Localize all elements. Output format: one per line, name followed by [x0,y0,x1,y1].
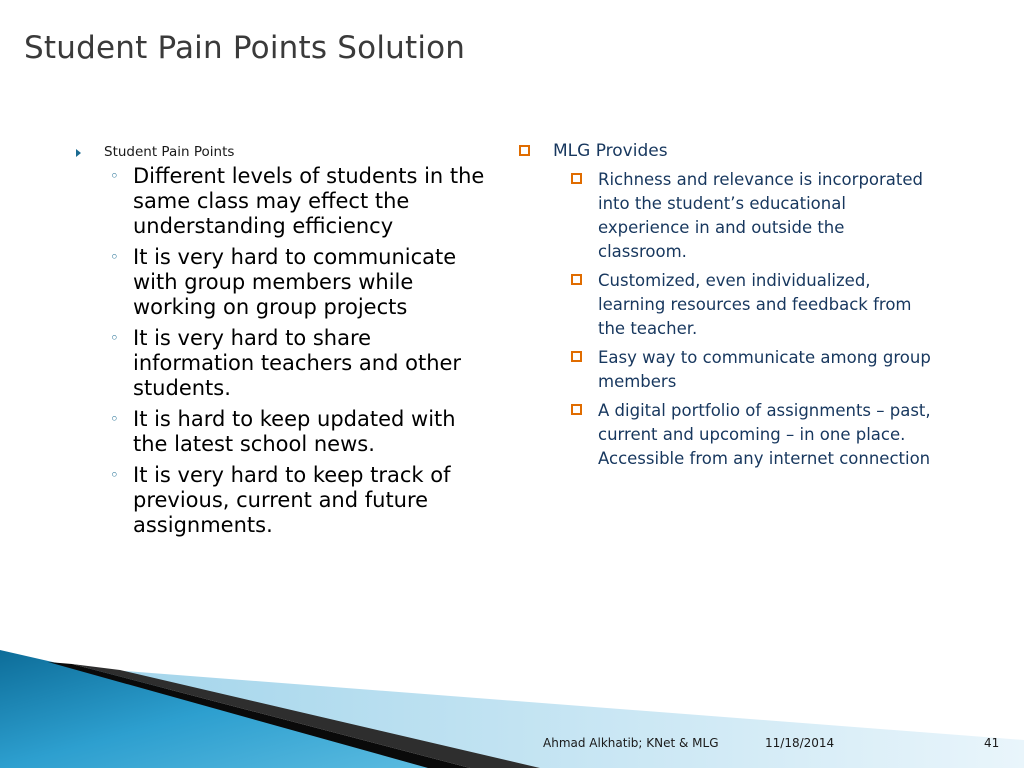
list-item [72,326,491,401]
footer-author: Ahmad Alkhatib; KNet & MLG [543,736,719,750]
solution-text: Customized, even individualized, learning resources and feedback from the teacher. [598,271,912,338]
arrow-bullet-icon [76,149,81,157]
list-item [515,269,938,341]
pain-point-text: Different levels of students in the same class may effect the understanding efficiency [133,164,485,238]
pain-point-text: It is very hard to keep track of previous, current and future assignments. [133,463,451,537]
circle-bullet-icon: ◦ [110,329,119,347]
square-bullet-icon [571,173,582,184]
circle-bullet-icon: ◦ [110,410,119,428]
slide-title: Student Pain Points Solution [24,30,466,66]
decorative-swoosh [0,630,1024,768]
pain-point-text: It is very hard to share information teachers and other students. [133,326,462,400]
solution-text: Easy way to communicate among group members [598,348,931,391]
pain-point-text: It is hard to keep updated with the latest school news. [133,407,456,456]
circle-bullet-icon: ◦ [110,167,119,185]
list-item [72,245,491,320]
square-bullet-icon [571,274,582,285]
list-item [72,164,491,239]
solutions-heading-item [515,140,945,162]
list-item [72,407,491,457]
list-item [515,399,938,471]
pain-points-column [72,142,502,544]
square-bullet-icon [571,351,582,362]
page-number: 41 [984,736,1000,750]
circle-bullet-icon: ◦ [110,466,119,484]
list-item [72,463,491,538]
square-bullet-icon [571,404,582,415]
solutions-column [515,140,945,476]
pain-points-heading: Student Pain Points [104,144,235,160]
footer-date: 11/18/2014 [765,736,835,750]
pain-point-text: It is very hard to communicate with group members while working on group projects [133,245,457,319]
circle-bullet-icon: ◦ [110,248,119,266]
pain-points-list [72,164,502,538]
solutions-heading: MLG Provides [553,141,668,161]
list-item [515,346,938,394]
pain-points-heading-item [72,142,502,162]
square-bullet-icon [519,145,530,156]
solution-text: A digital portfolio of assignments – past, current and upcoming – in one place. Accessible from any internet connection [598,401,931,468]
list-item [515,168,938,264]
solution-text: Richness and relevance is incorporated into the student’s educational experience in and outside the classroom. [598,170,923,261]
